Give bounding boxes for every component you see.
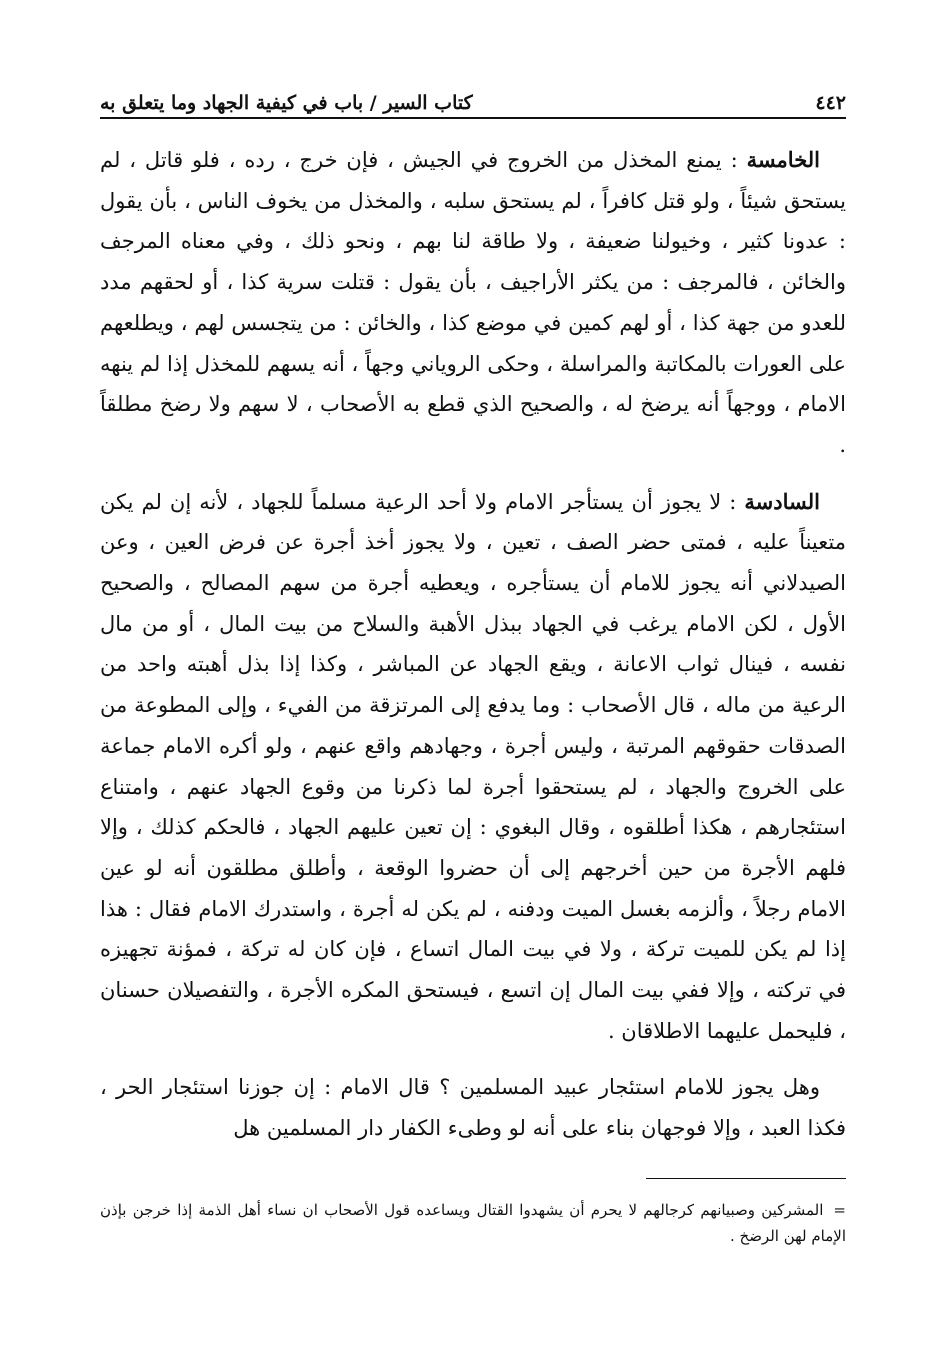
paragraph-text: : لا يجوز أن يستأجر الامام ولا أحد الرعية مسلماً للجهاد ، لأنه إن لم يكن متعيناً عليه ، فمتى حضر الصف ، تعين ، ولا يجوز أخذ أجرة عن فرض العين ، وعن الصيدلاني أنه يجوز للامام أن يستأجره ، ويعطيه أجرة من سهم المصالح ، والصحيح الأول ، لكن الامام يرغب في الجهاد ببذل الأهبة والسلاح من بيت المال ، أو من مال نفسه ، فينال ثواب الاعانة ، ويقع الجهاد عن المباشر ، وكذا إذا بذل أهبته واحد من الرعية من ماله ، قال الأصحاب : وما يدفع إلى المرتزقة من الفيء ، وإلى المطوعة من الصدقات حقوقهم المرتبة ، وليس أجرة ، وجهادهم واقع عنهم ، ولو أكره الامام جماعة على الخروج والجهاد ، لم يستحقوا أجرة لما ذكرنا من وقوع الجهاد عنهم ، وامتناع استئجارهم ، هكذا أطلقوه ، وقال البغوي : إن تعين عليهم الجهاد ، فالحكم كذلك ، وإلا فلهم الأجرة من حين أخرجهم إلى أن حضروا الوقعة ، وأطلق مطلقون أنه لو عين الامام رجلاً ، وألزمه بغسل الميت ودفنه ، لم يكن له أجرة ، واستدرك الامام فقال : هذا إذا لم يكن للميت تركة ، ولا في بيت المال اتساع ، فإن كان له تركة ، فمؤنة تجهيزه في تركته ، وإلا ففي بيت المال إن اتسع ، فيستحق المكره الأجرة ، والتفصيلان حسنان ، فليحمل عليهما الاطلاقان . xyxy=(100,489,846,1043)
footnote-continuation-mark: = xyxy=(833,1201,846,1219)
section-heading: السادسة xyxy=(744,488,820,514)
paragraph-text: وهل يجوز للامام استئجار عبيد المسلمين ؟ قال الامام : إن جوزنا استئجار الحر ، فكذا العبد ، وإلا فوجهان بناء على أنه لو وطىء الكفار دار المسلمين هل xyxy=(100,1075,846,1141)
paragraph-text: : يمنع المخذل من الخروج في الجيش ، فإن خرج ، رده ، فلو قاتل ، لم يستحق شيئاً ، ولو قتل كافراً ، لم يستحق سلبه ، والمخذل من يخوف الناس ، بأن يقول : عدونا كثير ، وخيولنا ضعيفة ، ولا طاقة لنا بهم ، ونحو ذلك ، وفي معناه المرجف والخائن ، فالمرجف : من يكثر الأراجيف ، بأن يقول : قتلت سرية كذا ، أو لحقهم مدد للعدو من جهة كذا ، أو لهم كمين في موضع كذا ، والخائن : من يتجسس لهم ، ويطلعهم على العورات بالمكاتبة والمراسلة ، وحكى الروياني وجهاً ، أنه يسهم للمخذل إذا لم ينهه الامام ، ووجهاً أنه يرضخ له ، والصحيح الذي قطع به الأصحاب ، لا سهم ولا رضخ مطلقاً . xyxy=(100,148,846,457)
paragraph-sixth xyxy=(100,482,846,1052)
section-heading: الخامسة xyxy=(746,147,820,172)
paragraph-question xyxy=(100,1067,846,1148)
footnote xyxy=(100,1197,846,1249)
main-text xyxy=(100,140,846,1165)
header-rule xyxy=(100,117,846,119)
running-header xyxy=(100,76,846,114)
page-number: ٤٤٢ xyxy=(815,92,846,114)
footnote-rule xyxy=(646,1178,846,1179)
paragraph-fifth xyxy=(100,140,846,466)
running-title: كتاب السير / باب في كيفية الجهاد وما يتعلق به xyxy=(100,92,473,114)
footnote-text: المشركين وصبيانهم كرجالهم لا يحرم أن يشهدوا القتال ويساعده قول الأصحاب ان نساء أهل الذمة إذا خرجن بإذن الإمام لهن الرضخ . xyxy=(100,1201,846,1245)
